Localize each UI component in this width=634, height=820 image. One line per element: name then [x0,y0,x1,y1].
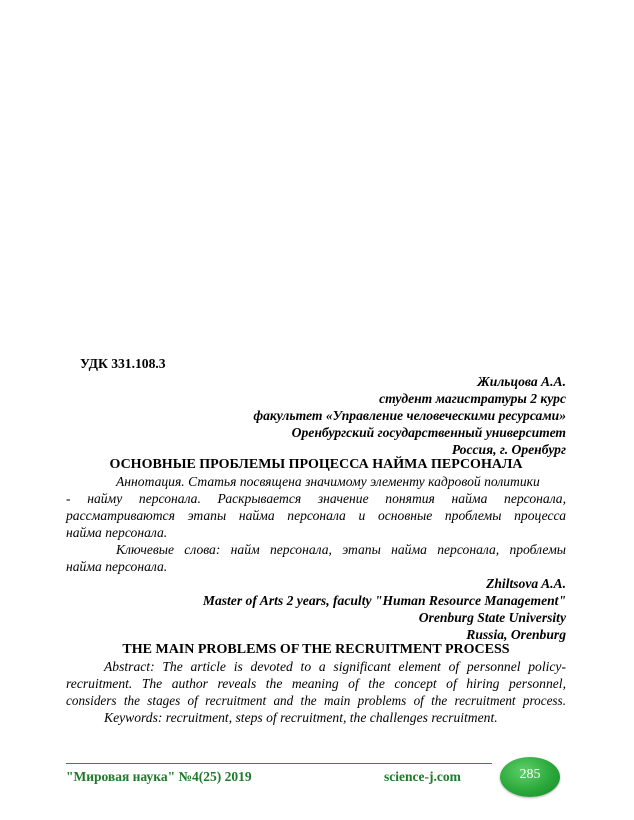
en-title: THE MAIN PROBLEMS OF THE RECRUITMENT PROCESS [122,642,510,657]
en-author-university: Orenburg State University [418,610,566,625]
en-author-position: Master of Arts 2 years, faculty "Human Resource Management" [202,593,566,608]
en-author-name: Zhiltsova A.A. [486,576,566,591]
ru-author-location: Россия, г. Оренбург [451,442,566,457]
ru-abstract-line-1: Аннотация. Статья посвящена значимому элементу кадровой политики [116,474,540,489]
en-abstract-line-3: considers the stages of recruitment and the main problems of the recruitment process. [66,693,566,708]
footer-rule [66,763,492,764]
ru-author-name: Жильцова А.А. [477,374,566,389]
ru-keywords-line-2: найма персонала. [66,559,168,574]
en-author-location: Russia, Orenburg [466,627,566,642]
ru-abstract-line-4: найма персонала. [66,525,168,540]
ru-author-university: Оренбургский государственный университет [291,425,566,440]
en-abstract-line-2: recruitment. The author reveals the meaning of the concept of hiring personnel, [66,676,566,691]
ru-title: ОСНОВНЫЕ ПРОБЛЕМЫ ПРОЦЕССА НАЙМА ПЕРСОНАЛА [109,457,523,472]
ru-author-position: студент магистратуры 2 курс [379,391,566,406]
ru-abstract-line-2: - найму персонала. Раскрывается значение понятия найма персонала, [66,491,566,506]
ru-author-faculty: факультет «Управление человеческими ресурсами» [253,408,566,423]
page-number: 285 [519,767,541,782]
ru-abstract-line-3: рассматриваются этапы найма персонала и основные проблемы процесса [66,508,566,523]
footer-journal: "Мировая наука" №4(25) 2019 [66,769,252,784]
en-keywords: Keywords: recruitment, steps of recruitment, the challenges recruitment. [104,710,498,725]
page-number-badge [500,757,560,797]
footer-site-link[interactable]: science-j.com [384,769,461,784]
ru-keywords-line-1: Ключевые слова: найм персонала, этапы найма персонала, проблемы [116,542,566,557]
udk-code: УДК 331.108.3 [80,356,166,371]
en-abstract-line-1: Abstract: The article is devoted to a significant element of personnel policy- [104,659,566,674]
